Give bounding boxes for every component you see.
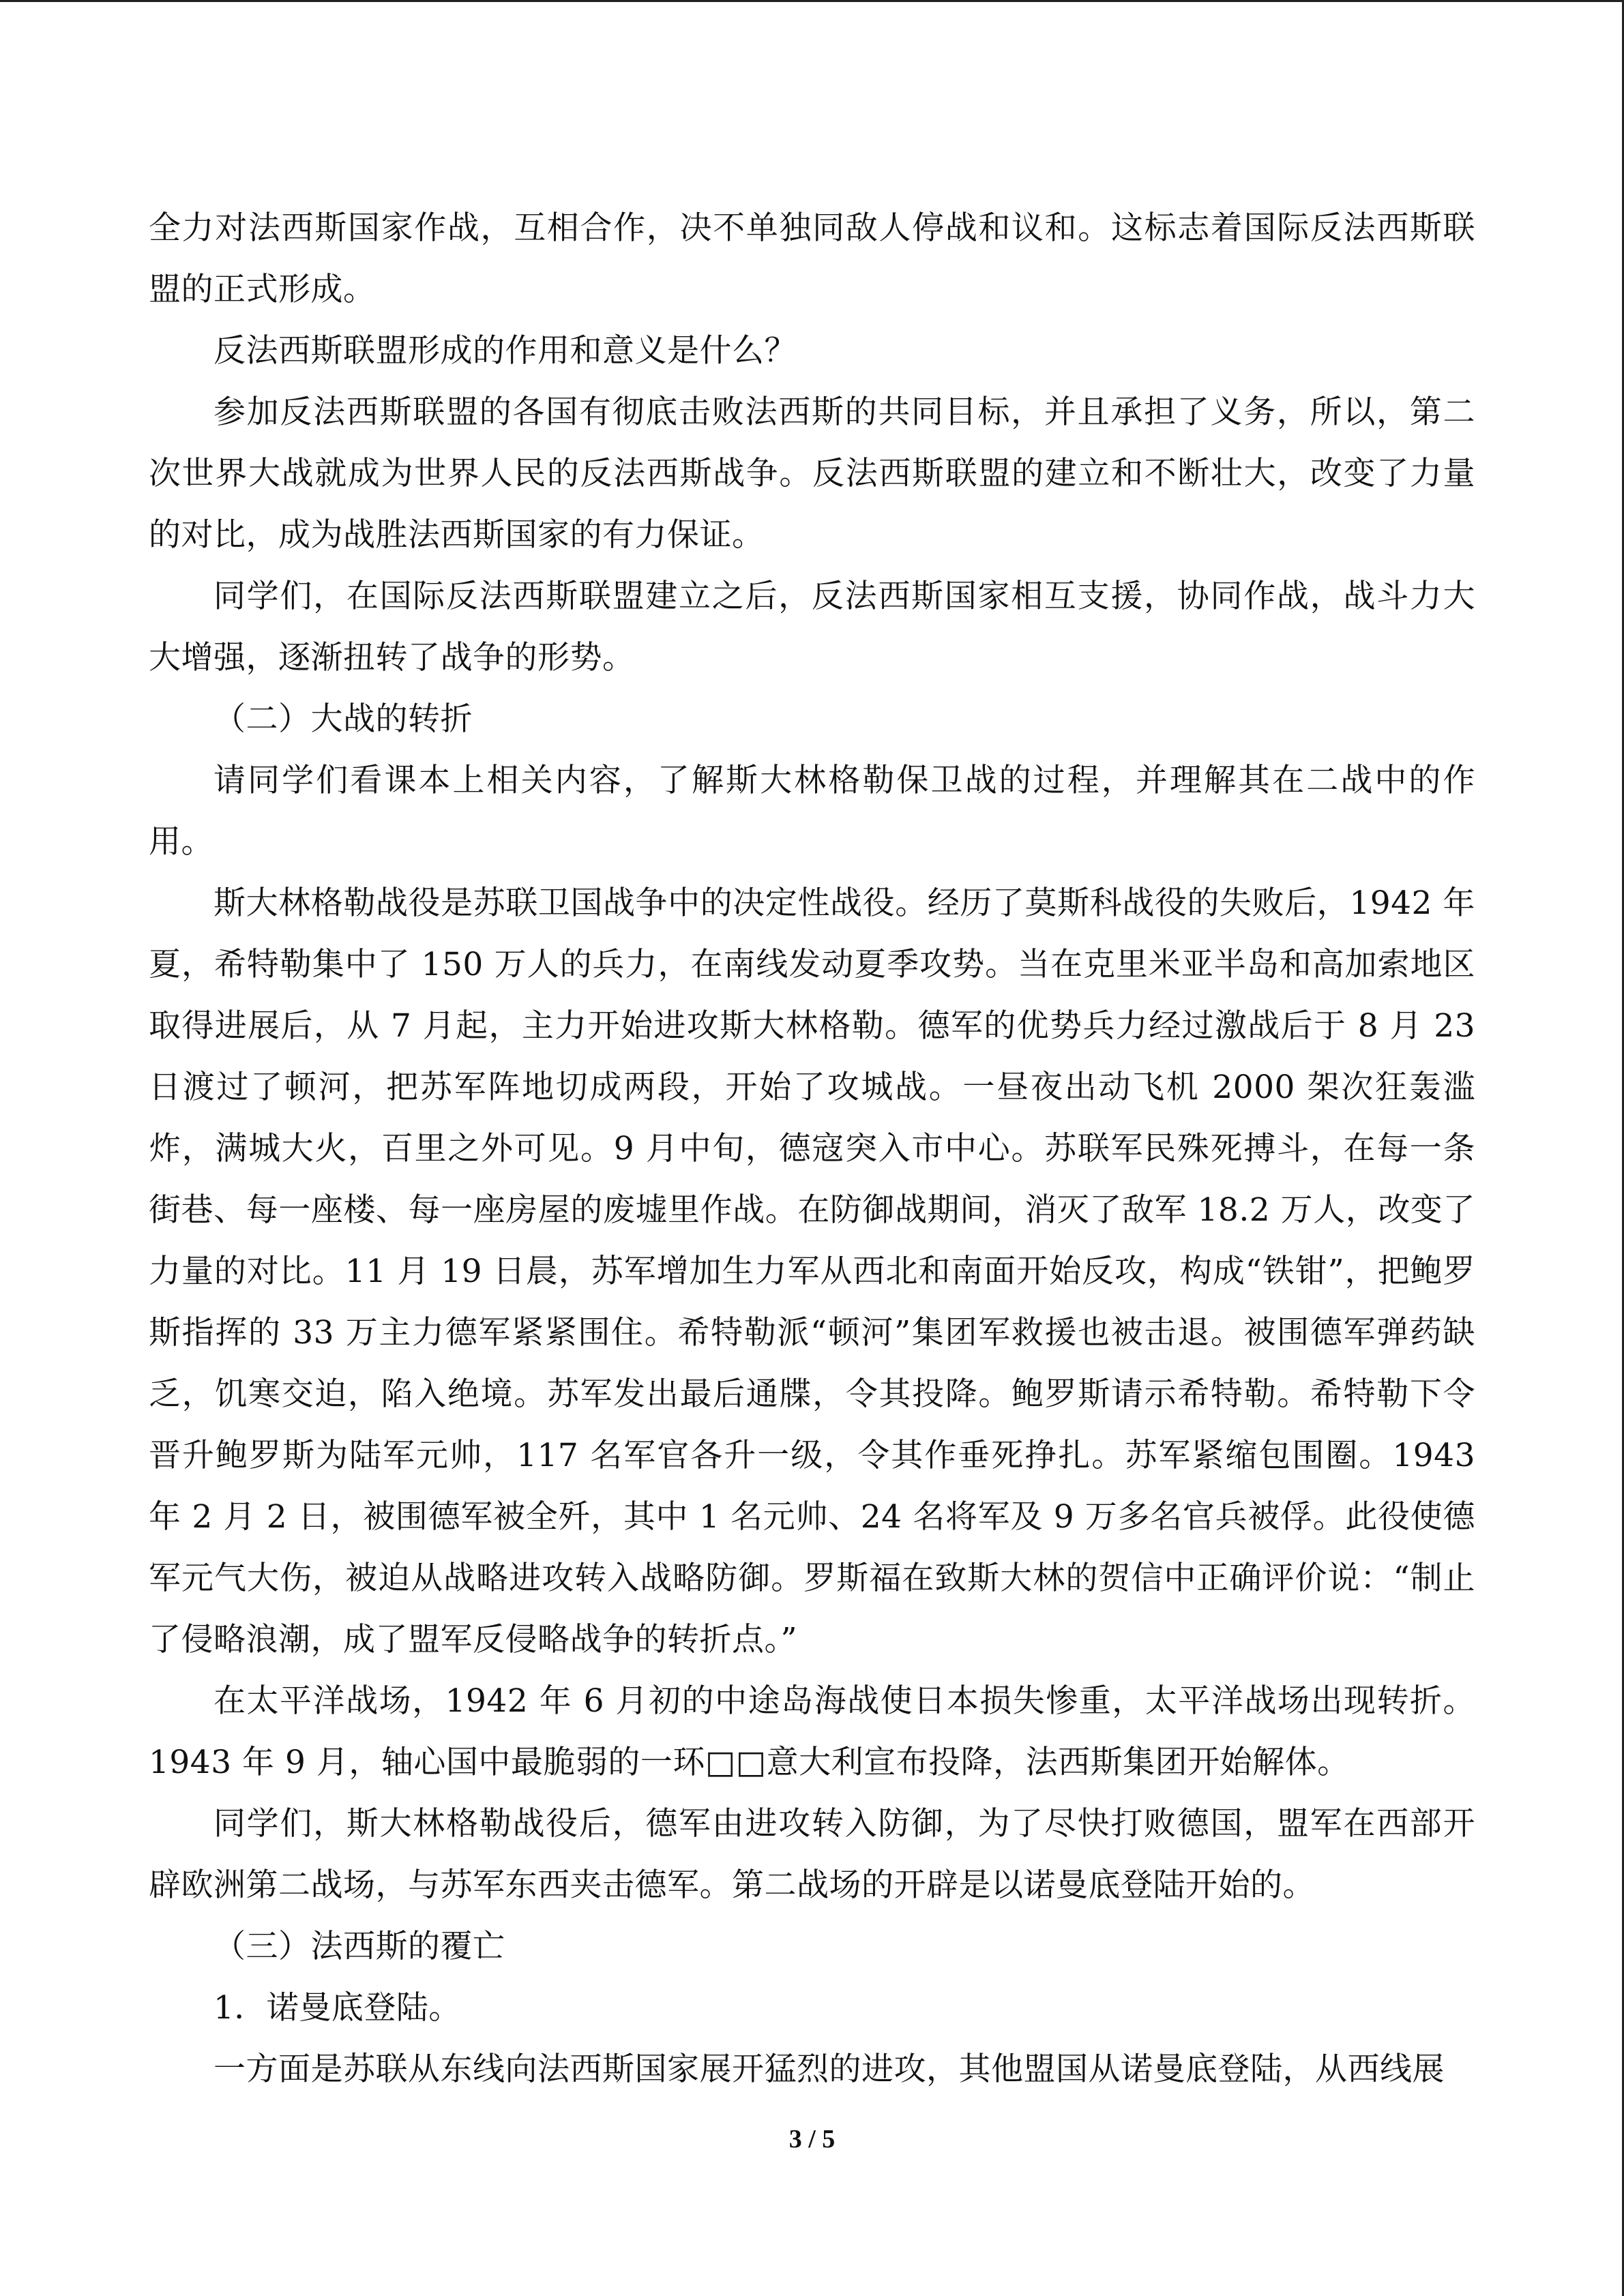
section-heading-fascist-collapse: （三）法西斯的覆亡 xyxy=(213,1928,505,1965)
paragraph-pacific-theater: 在太平洋战场，1942 年 6 月初的中途岛海战使日本损失惨重，太平洋战场出现转折。1943 年 9 月，轴心国中最脆弱的一环□□意大利宣布投降，法西斯集团开始解体。 xyxy=(149,1682,1475,1781)
page-frame-top xyxy=(0,0,1624,2)
section-heading-turning-point: （二）大战的转折 xyxy=(213,700,473,738)
paragraph-normandy-start: 一方面是苏联从东线向法西斯国家展开猛烈的进攻，其他盟国从诺曼底登陆，从西线展 xyxy=(213,2051,1445,2088)
paragraph-continuation: 全力对法西斯国家作战，互相合作，决不单独同敌人停战和议和。这标志着国际反法西斯联盟的正式形成。 xyxy=(149,209,1475,308)
paragraph-alliance-significance: 参加反法西斯联盟的各国有彻底击败法西斯的共同目标，并且承担了义务，所以，第二次世界大战就成为世界人民的反法西斯战争。反法西斯联盟的建立和不断壮大，改变了力量的对比，成为战胜法西斯国家的有力保证。 xyxy=(149,393,1475,554)
paragraph-second-front: 同学们，斯大林格勒战役后，德军由进攻转入防御，为了尽快打败德国，盟军在西部开辟欧洲第二战场，与苏军东西夹击德军。第二战场的开辟是以诺曼底登陆开始的。 xyxy=(149,1805,1475,1904)
paragraph-alliance-summary: 同学们，在国际反法西斯联盟建立之后，反法西斯国家相互支援，协同作战，战斗力大大增强，逐渐扭转了战争的形势。 xyxy=(149,578,1475,676)
paragraph-stalingrad-battle: 斯大林格勒战役是苏联卫国战争中的决定性战役。经历了莫斯科战役的失败后，1942 年夏，希特勒集中了 150 万人的兵力，在南线发动夏季攻势。当在克里米亚半岛和高加索地区取得进展后，从 7 月起，主力开始进攻斯大林格勒。德军的优势兵力经过激战后于 8 月 23 日渡过了顿河，把苏军阵地切成两段，开始了攻城战。一昼夜出动飞机 2000 架次狂轰滥炸，满城大火，百里之外可见。9 月中旬，德寇突入市中心。苏联军民殊死搏斗，在每一条街巷、每一座楼、每一座房屋的废墟里作战。在防御战期间，消灭了敌军 18.2 万人，改变了力量的对比。11 月 19 日晨，苏军增加生力军从西北和南面开始反攻，构成“铁钳”，把鲍罗斯指挥的 33 万主力德军紧紧围住。希特勒派“顿河”集团军救援也被击退。被围德军弹药缺乏，饥寒交迫，陷入绝境。苏军发出最后通牒，令其投降。鲍罗斯请示希特勒。希特勒下令晋升鲍罗斯为陆军元帅，117 名军官各升一级，令其作垂死挣扎。苏军紧缩包围圈。1943 年 2 月 2 日，被围德军被全歼，其中 1 名元帅、24 名将军及 9 万多名官兵被俘。此役使德军元气大伤，被迫从战略进攻转入战略防御。罗斯福在致斯大林的贺信中正确评价说：“制止了侵略浪潮，成了盟军反侵略战争的转折点。” xyxy=(149,884,1475,1658)
page-number: 3 / 5 xyxy=(788,2125,836,2153)
subheading-normandy: 1．诺曼底登陆。 xyxy=(213,1989,461,2027)
document-body xyxy=(149,198,1475,2100)
paragraph-stalingrad-prompt: 请同学们看课本上相关内容，了解斯大林格勒保卫战的过程，并理解其在二战中的作用。 xyxy=(149,762,1475,861)
paragraph-question: 反法西斯联盟形成的作用和意义是什么？ xyxy=(213,332,797,370)
